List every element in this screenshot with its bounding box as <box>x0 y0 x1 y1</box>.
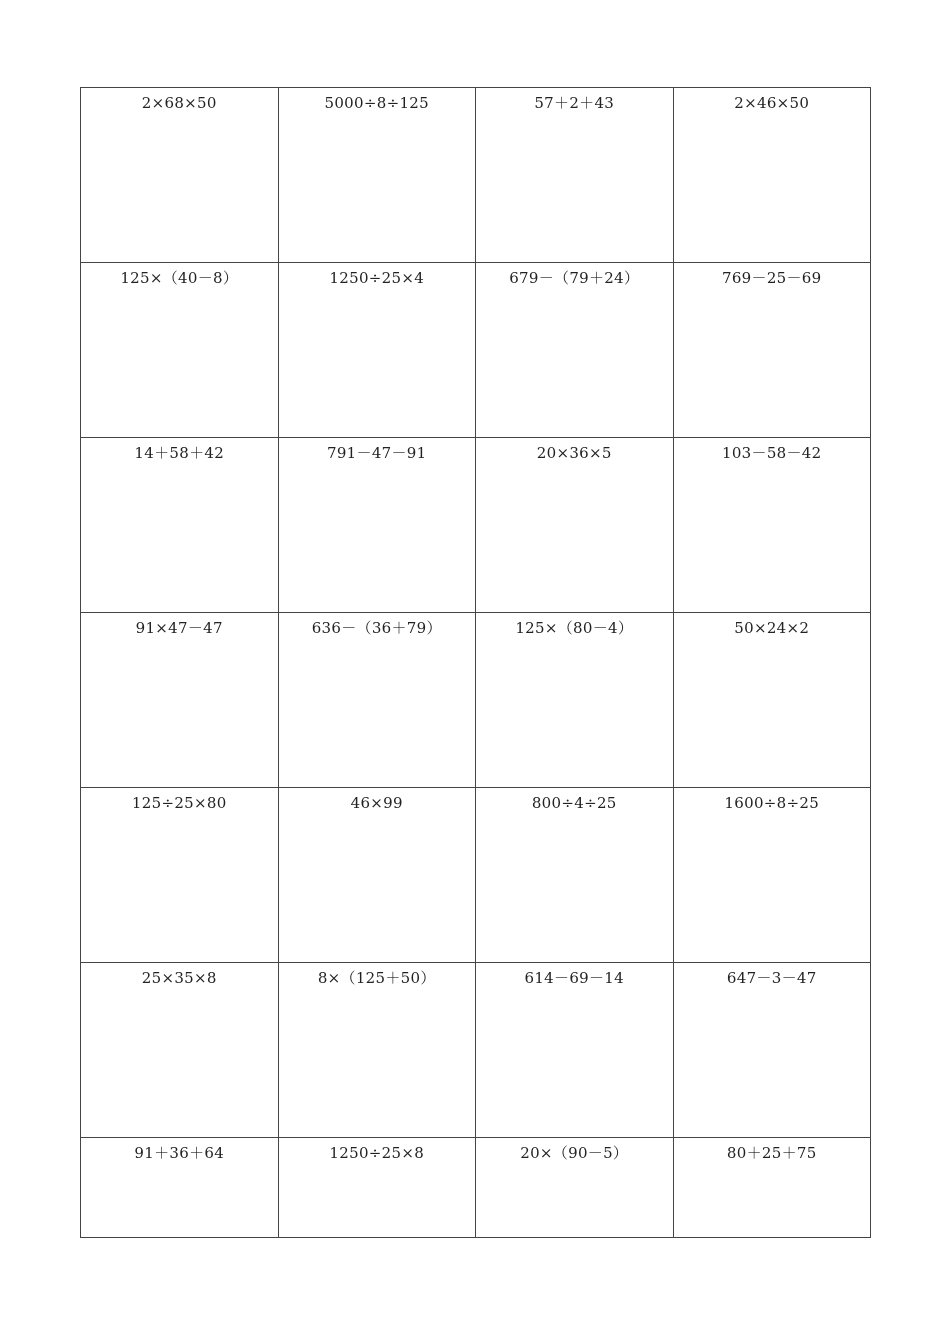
problem-cell: 2×68×50 <box>81 88 279 263</box>
problem-cell: 50×24×2 <box>674 613 872 788</box>
problem-cell: 2×46×50 <box>674 88 872 263</box>
problem-cell: 1250÷25×4 <box>279 263 477 438</box>
problem-cell: 80＋25＋75 <box>674 1138 872 1238</box>
problem-cell: 636－（36＋79） <box>279 613 477 788</box>
problem-cell: 14＋58＋42 <box>81 438 279 613</box>
problem-cell: 647－3－47 <box>674 963 872 1138</box>
problem-cell: 57＋2＋43 <box>476 88 674 263</box>
problem-cell: 125÷25×80 <box>81 788 279 963</box>
problem-cell: 8×（125＋50） <box>279 963 477 1138</box>
problem-cell: 5000÷8÷125 <box>279 88 477 263</box>
problem-cell: 125×（80－4） <box>476 613 674 788</box>
problem-cell: 614－69－14 <box>476 963 674 1138</box>
problem-cell: 125×（40－8） <box>81 263 279 438</box>
problem-cell: 20×（90－5） <box>476 1138 674 1238</box>
problem-cell: 46×99 <box>279 788 477 963</box>
problem-cell: 1250÷25×8 <box>279 1138 477 1238</box>
problem-cell: 791－47－91 <box>279 438 477 613</box>
problem-cell: 103－58－42 <box>674 438 872 613</box>
problem-cell: 91×47－47 <box>81 613 279 788</box>
problem-cell: 20×36×5 <box>476 438 674 613</box>
worksheet-grid <box>80 87 871 1238</box>
problem-cell: 91＋36＋64 <box>81 1138 279 1238</box>
problem-cell: 800÷4÷25 <box>476 788 674 963</box>
problem-cell: 769－25－69 <box>674 263 872 438</box>
problem-cell: 25×35×8 <box>81 963 279 1138</box>
problem-cell: 1600÷8÷25 <box>674 788 872 963</box>
problem-cell: 679－（79＋24） <box>476 263 674 438</box>
